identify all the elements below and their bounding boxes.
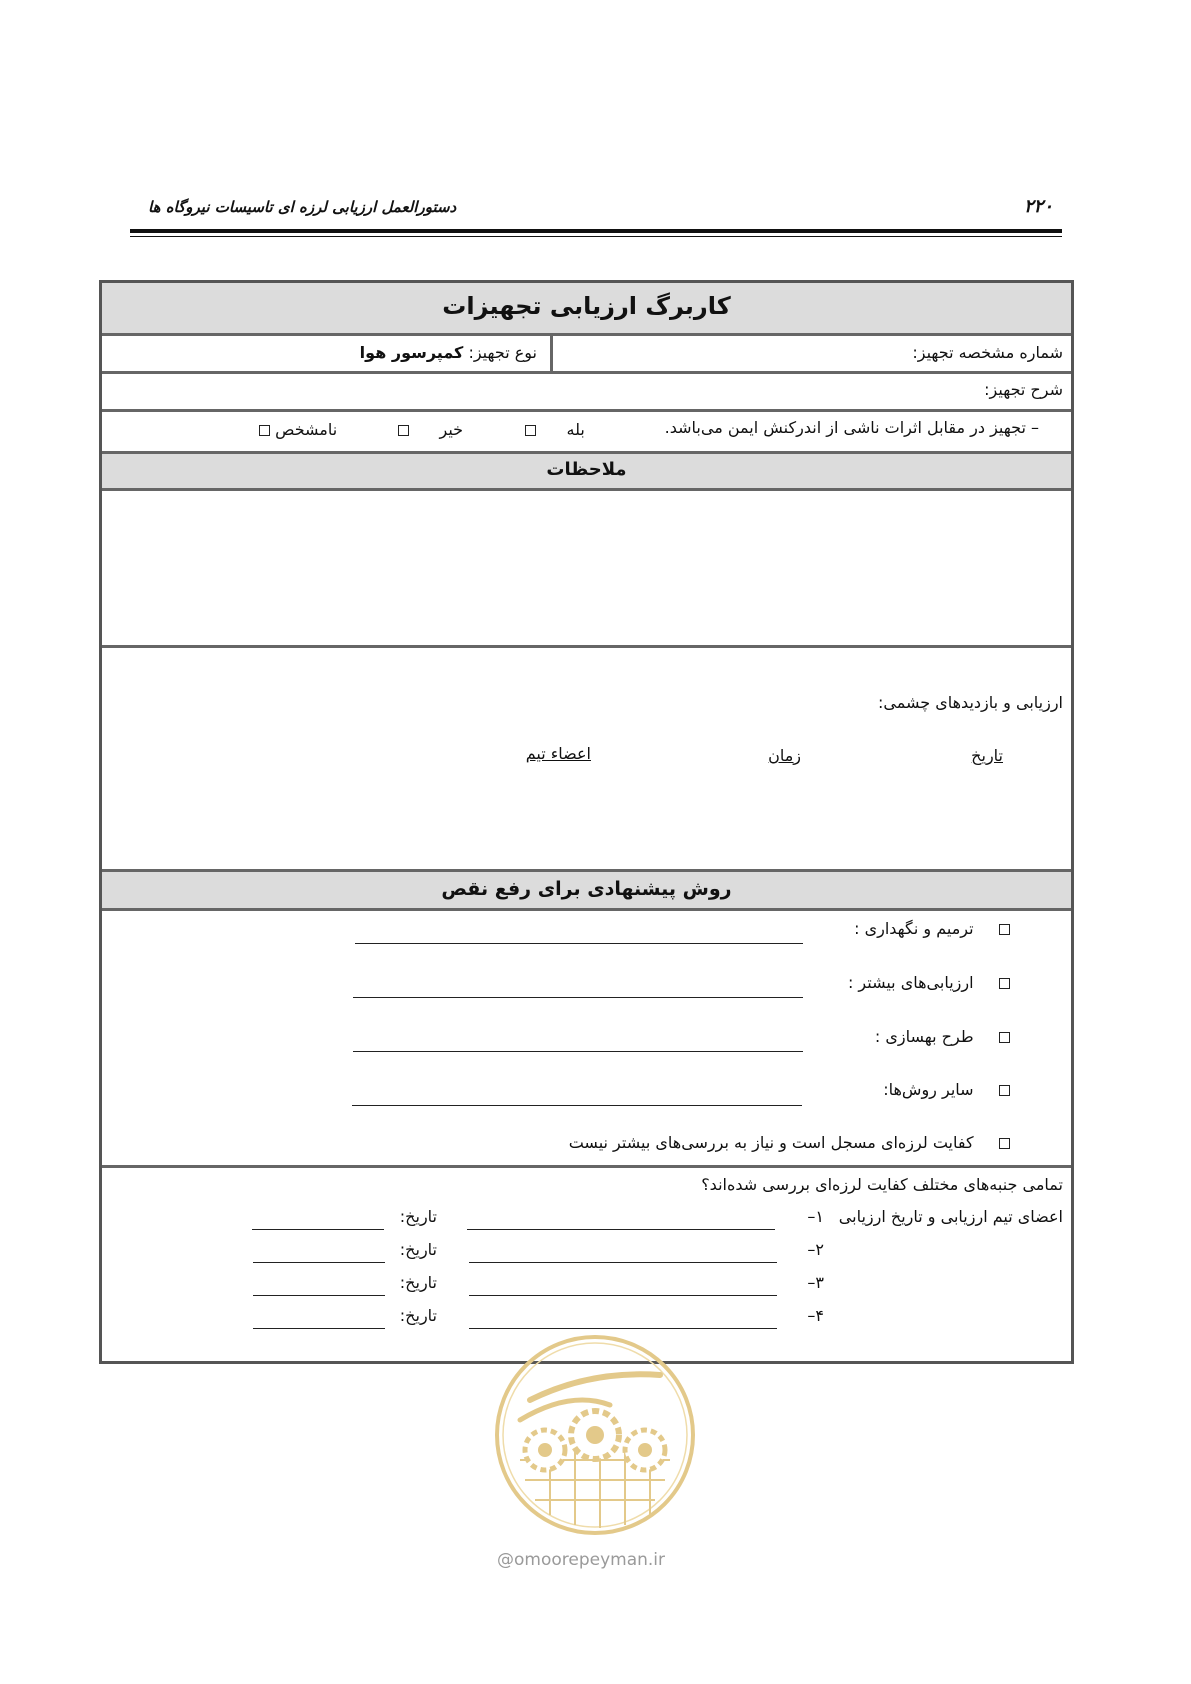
team-row-2: ۲– <box>807 1240 824 1259</box>
col-team: اعضاء تیم <box>525 744 591 763</box>
date-label-1: تاریخ: <box>399 1207 437 1226</box>
visual-inspection-label: ارزیابی و بازدیدهای چشمی: <box>877 693 1063 712</box>
remarks-title: ملاحظات <box>546 459 627 480</box>
remedy-item-retrofit[interactable]: طرح بهسازی : <box>875 1027 1010 1046</box>
maintenance-blank[interactable] <box>355 943 803 944</box>
equipment-type-label: نوع تجهیز: <box>468 343 537 362</box>
equipment-type-value: کمپرسور هوا <box>359 343 464 362</box>
col-time: زمان <box>768 746 801 765</box>
date-label-4: تاریخ: <box>399 1306 437 1325</box>
remedy-item-adequate[interactable]: کفایت لرزه‌ای مسجل است و نیاز به بررسی‌های بیشتر نیست <box>569 1133 1010 1152</box>
date-3-blank[interactable] <box>253 1295 385 1296</box>
team-member-3-blank[interactable] <box>469 1295 777 1296</box>
all-aspects-question: تمامی جنبه‌های مختلف کفایت لرزه‌ای بررسی شده‌اند؟ <box>701 1175 1063 1194</box>
remedy-item-other[interactable]: سایر روش‌ها: <box>883 1080 1010 1099</box>
row-divider <box>550 333 553 371</box>
other-checkbox[interactable] <box>999 1085 1010 1096</box>
unknown-checkbox[interactable] <box>259 425 270 436</box>
equipment-id-label: شماره مشخصه تجهیز: <box>912 343 1063 362</box>
team-row-4: ۴– <box>807 1306 824 1325</box>
other-blank[interactable] <box>352 1105 802 1106</box>
team-member-1-blank[interactable] <box>467 1229 775 1230</box>
date-4-blank[interactable] <box>253 1328 385 1329</box>
option-no[interactable] <box>398 420 463 439</box>
safety-question: – تجهیز در مقابل اثرات ناشی از اندرکنش ایمن می‌باشد. <box>664 418 1039 437</box>
watermark-site: @omoorepeyman.ir <box>497 1550 666 1570</box>
date-1-blank[interactable] <box>252 1229 384 1230</box>
remarks-area[interactable] <box>102 491 1071 645</box>
team-member-2-blank[interactable] <box>469 1262 777 1263</box>
option-no-label: خیر <box>439 420 464 439</box>
no-checkbox[interactable] <box>398 425 409 436</box>
yes-checkbox[interactable] <box>525 425 536 436</box>
adequate-checkbox[interactable] <box>999 1138 1010 1149</box>
retrofit-blank[interactable] <box>353 1051 803 1052</box>
retrofit-checkbox[interactable] <box>999 1032 1010 1043</box>
further-eval-blank[interactable] <box>353 997 803 998</box>
option-yes[interactable] <box>525 420 585 439</box>
option-unknown[interactable] <box>259 420 337 439</box>
date-label-3: تاریخ: <box>399 1273 437 1292</box>
page-number: ۲۲۰ <box>1023 196 1053 217</box>
equipment-evaluation-form <box>99 280 1074 1364</box>
remedy-title: روش پیشنهادی برای رفع نقص <box>441 878 732 900</box>
team-row-1: ۱– <box>807 1207 824 1226</box>
further-eval-checkbox[interactable] <box>999 978 1010 989</box>
date-label-2: تاریخ: <box>399 1240 437 1259</box>
option-unknown-label: نامشخص <box>275 420 338 439</box>
team-row-3: ۳– <box>807 1273 824 1292</box>
header-rule-thick <box>130 229 1062 233</box>
equipment-type-field <box>360 343 537 362</box>
remedy-item-maintenance[interactable]: ترمیم و نگهداری : <box>854 919 1010 938</box>
form-title: کاربرگ ارزیابی تجهیزات <box>442 292 731 320</box>
remedy-item-further-eval[interactable]: ارزیابی‌های بیشتر : <box>848 973 1010 992</box>
header-rule-thin <box>130 236 1062 237</box>
watermark-logo <box>490 1330 700 1549</box>
running-title: دستورالعمل ارزیابی لرزه ای تاسیسات نیروگاه ها <box>148 198 457 216</box>
team-member-4-blank[interactable] <box>469 1328 777 1329</box>
team-label: اعضای تیم ارزیابی و تاریخ ارزیابی <box>838 1207 1063 1226</box>
option-yes-label: بله <box>566 420 585 439</box>
date-2-blank[interactable] <box>253 1262 385 1263</box>
col-date: تاریخ <box>971 746 1003 765</box>
maintenance-checkbox[interactable] <box>999 924 1010 935</box>
watermark-seal-icon <box>490 1330 700 1545</box>
equipment-desc-label: شرح تجهیز: <box>984 380 1063 399</box>
